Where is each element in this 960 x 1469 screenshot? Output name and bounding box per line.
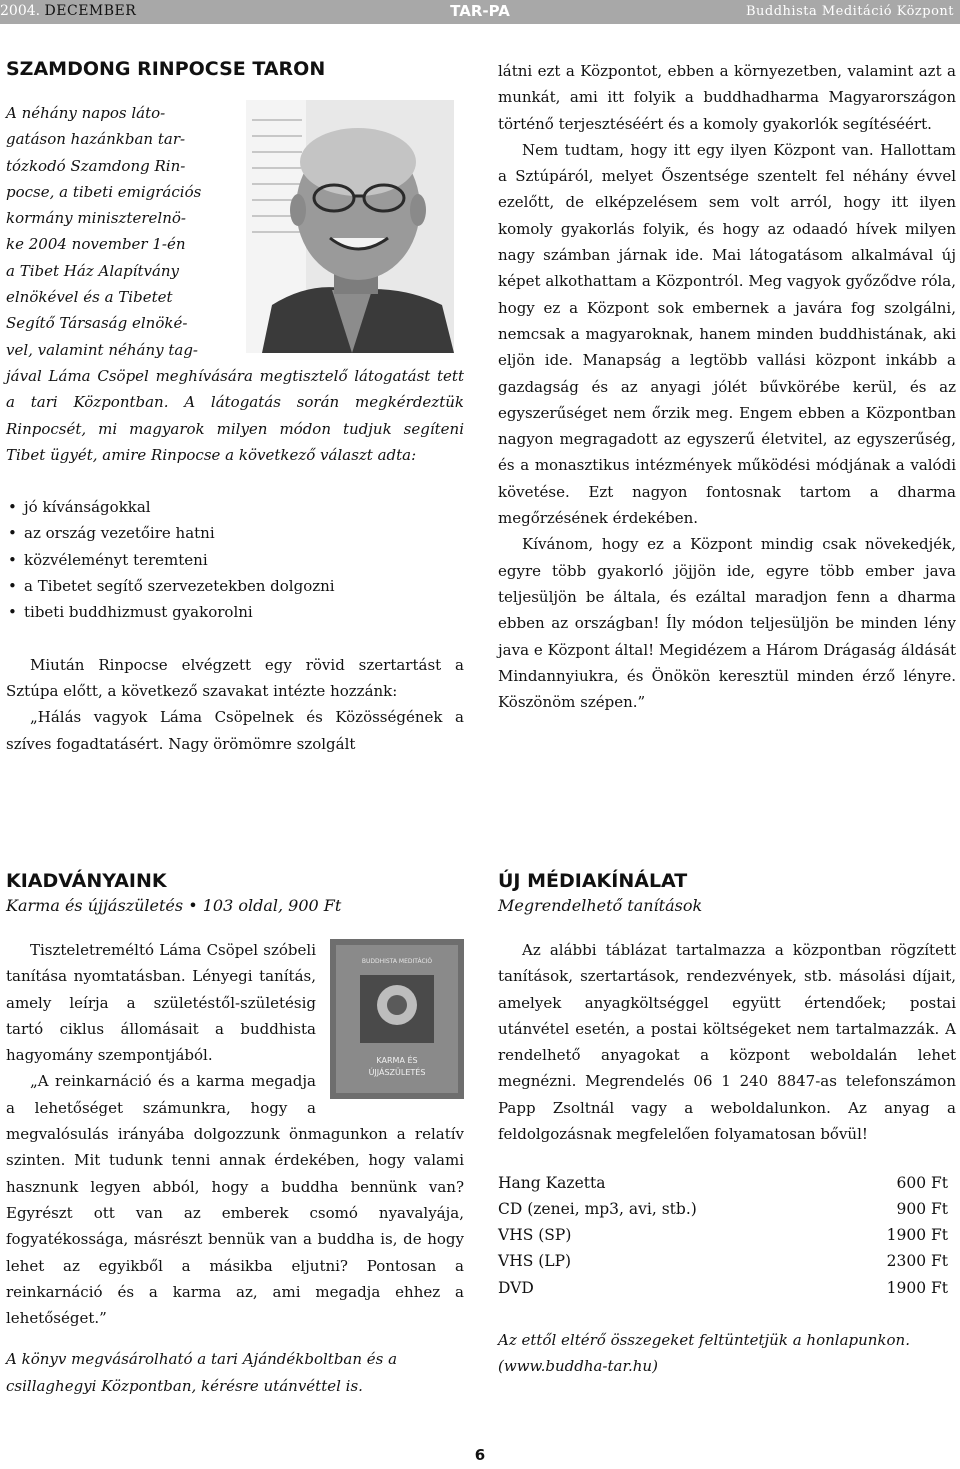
publications-subtitle: Karma és újjászületés • 103 oldal, 900 Ft (6, 896, 342, 915)
intro-line: ke 2004 november 1-én (6, 235, 186, 254)
intro-line: A néhány napos láto- (6, 104, 166, 122)
publications-paragraph: Tiszteletreméltó Láma Csöpel szóbeli tanítása nyomtatásban. Lényegi tanítás, amely leírja a születéstől-születésig tartó ciklus állomásait a buddhista hagyomány szempontjából. (6, 941, 316, 1065)
publications-note: A könyv megvásárolható a tari Ajándékboltban és a csillaghegyi Központban, kérésre utánvéttel is. (6, 1350, 398, 1395)
intro-line: pocse, a tibeti emigrációs (6, 182, 202, 201)
answer-list (6, 494, 464, 625)
list-item: • jó kívánságokkal (8, 498, 151, 517)
intro-line: vel, valamint néhány tag- (6, 340, 199, 359)
publications-quote: „A reinkarnáció és a karma megadja a lehetőséget számunkra, hogy a megvalósulás irányába dolgozzunk önmagunkon a relatív szinten. Mit tudunk tenni annak érdekében, hogy valami hasznunk legyen abból, hogy a buddha bennünk van? Egyrészt ott van az emberek csomó nyavalyája, fogyatékossága, másrészt bennük van a buddha is, de hogy lehet az egyikből a másikba eljutni? Pontosan a reinkarnáció és a karma az, ami megadja ehhez a lehetőséget.” (6, 1072, 464, 1328)
price-item: VHS (SP) (498, 1226, 572, 1245)
header-year: 2004. (0, 3, 41, 19)
list-item: • tibeti buddhizmust gyakorolni (8, 603, 253, 622)
price-value: 1900 Ft (886, 1278, 948, 1297)
header-month: DECEMBER (44, 3, 137, 19)
publications-section (6, 870, 464, 1399)
intro-line: gatáson hazánkban tar- (6, 130, 186, 149)
list-item: • az ország vezetőire hatni (8, 524, 215, 543)
portrait-image (242, 100, 454, 353)
price-item: Hang Kazetta (498, 1173, 606, 1192)
table-row (498, 1248, 948, 1274)
price-value: 1900 Ft (886, 1226, 948, 1245)
price-item: DVD (498, 1278, 534, 1297)
table-row (498, 1222, 948, 1248)
list-item: • a Tibetet segítő szervezetekben dolgozni (8, 577, 335, 596)
table-row (498, 1169, 948, 1195)
article-quote-start: „Hálás vagyok Láma Csöpelnek és Közösségének a szíves fogadtatásért. Nagy örömömre szolgált (6, 708, 464, 753)
price-value: 600 Ft (896, 1173, 948, 1192)
price-item: VHS (LP) (498, 1252, 572, 1271)
intro-continuation: jával Láma Csöpel meghívására megtisztelő látogatást tett a tari Központban. A látogatás során megkérdeztük Rinpocsét, mi magyarok milyen módon tudjuk segíteni Tibet ügyét, amire Rinpocse a következő választ adta: (6, 366, 464, 464)
article-right-column (498, 58, 956, 715)
page-header (0, 0, 960, 24)
book-cover-title-line1: KARMA ÉS (376, 1056, 418, 1065)
page-number: 6 (474, 1446, 486, 1464)
media-section (498, 870, 956, 1379)
media-paragraph: Az alábbi táblázat tartalmazza a központban rögzített tanítások, szertartások, rendezvények, stb. másolási díjait, amelyek anyagköltséggel együtt értendőek; postai utánvétel esetén, a postai költségeket nem tartalmazzák. A rendelhető anyagokat a központ weboldalán lehet megnézni. Megrendelés 06 1 240 8847-as telefonszámon Papp Zsoltnál vagy a weboldalunkon. Az anyag a feldolgozásnak megfelelően folyamatosan bővül! (498, 941, 956, 1144)
article-left-column (6, 58, 464, 757)
publications-title: KIADVÁNYAINK (6, 870, 167, 892)
article-title: SZAMDONG RINPOCSE TARON (6, 58, 326, 80)
list-item: • közvéleményt teremteni (8, 550, 208, 569)
price-table (498, 1169, 948, 1300)
table-row (498, 1275, 948, 1301)
intro-line: a Tibet Ház Alapítvány (6, 261, 180, 280)
header-organization: Buddhista Meditáció Központ (745, 4, 954, 19)
book-cover-image (330, 939, 464, 1099)
intro-line: elnökével és a Tibetet (6, 288, 173, 307)
intro-line: Segítő Társaság elnöké- (6, 314, 188, 333)
book-cover-title-line2: ÚJJÁSZÜLETÉS (368, 1068, 426, 1077)
intro-line: tózkodó Szamdong Rin- (6, 156, 186, 175)
price-value: 2300 Ft (886, 1252, 948, 1271)
price-value: 900 Ft (896, 1199, 948, 1218)
article-paragraph: Nem tudtam, hogy itt egy ilyen Központ van. Hallottam a Sztúpáról, melyet Őszentsége szentelt fel néhány évvel ezelőtt, de elképzelésem sem volt arról, hogy itt ilyen komoly gyakorlás folyik, és hogy az odaadó hívek milyen nagy számban járnak ide. Mai látogatásom alkalmával új képet alkothattam a Központról. Meg vagyok győződve róla, hogy ez a Központ sok embernek a javára fog szolgálni, nemcsak a magyaroknak, hanem minden buddhistának, aki eljön ide. Manapság a legtöbb vallási központ inkább a gazdagság és az anyagi jólét bűvkörébe kerül, és az egyszerűséget nem őrzik meg. Engem ebben a Központban nagyon megragadott az egyszerű életvitel, az egyszerűség, és a monasztikus intézmények működési módjának a valódi követése. Ezt nagyon fontosnak tartom a dharma megőrzésének érdekében. (498, 140, 956, 528)
media-note: Az ettől eltérő összegeket feltüntetjük a honlapunkon. (www.buddha-tar.hu) (498, 1330, 910, 1376)
book-cover-top-text: BUDDHISTA MEDITÁCIÓ (361, 958, 433, 965)
book-cover (330, 939, 464, 1099)
article-paragraph: Kívánom, hogy ez a Központ mindig csak növekedjék, egyre több gyakorló jöjjön ide, egyre több ember java teljesüljön be általa, és ezáltal maradjon fenn a dharma ebben az országban! Íly módon teljesüljön be minden lény java e Központ által! Megidézem a Három Drágaság áldását Mindannyiukra, és Önökön keresztül minden érző lényre. Köszönöm szépen.” (498, 535, 956, 712)
article-intro (6, 100, 464, 468)
article-paragraph: látni ezt a Központot, ebben a környezetben, valamint azt a munkát, ami itt folyik a buddhadharma Magyarországon történő terjesztéséért és a komoly gyakorlók segítéséért. (498, 62, 956, 133)
price-item: CD (zenei, mp3, avi, stb.) (498, 1199, 697, 1218)
media-subtitle: Megrendelhető tanítások (498, 896, 703, 915)
table-row (498, 1196, 948, 1222)
rinpocse-photo (242, 100, 464, 356)
article-paragraph: Miután Rinpocse elvégzett egy rövid szertartást a Sztúpa előtt, a következő szavakat intézte hozzánk: (6, 655, 464, 700)
intro-line: kormány miniszterelnö- (6, 209, 186, 228)
media-title: ÚJ MÉDIAKÍNÁLAT (498, 870, 688, 892)
header-newsletter-name: TAR-PA (450, 2, 510, 20)
